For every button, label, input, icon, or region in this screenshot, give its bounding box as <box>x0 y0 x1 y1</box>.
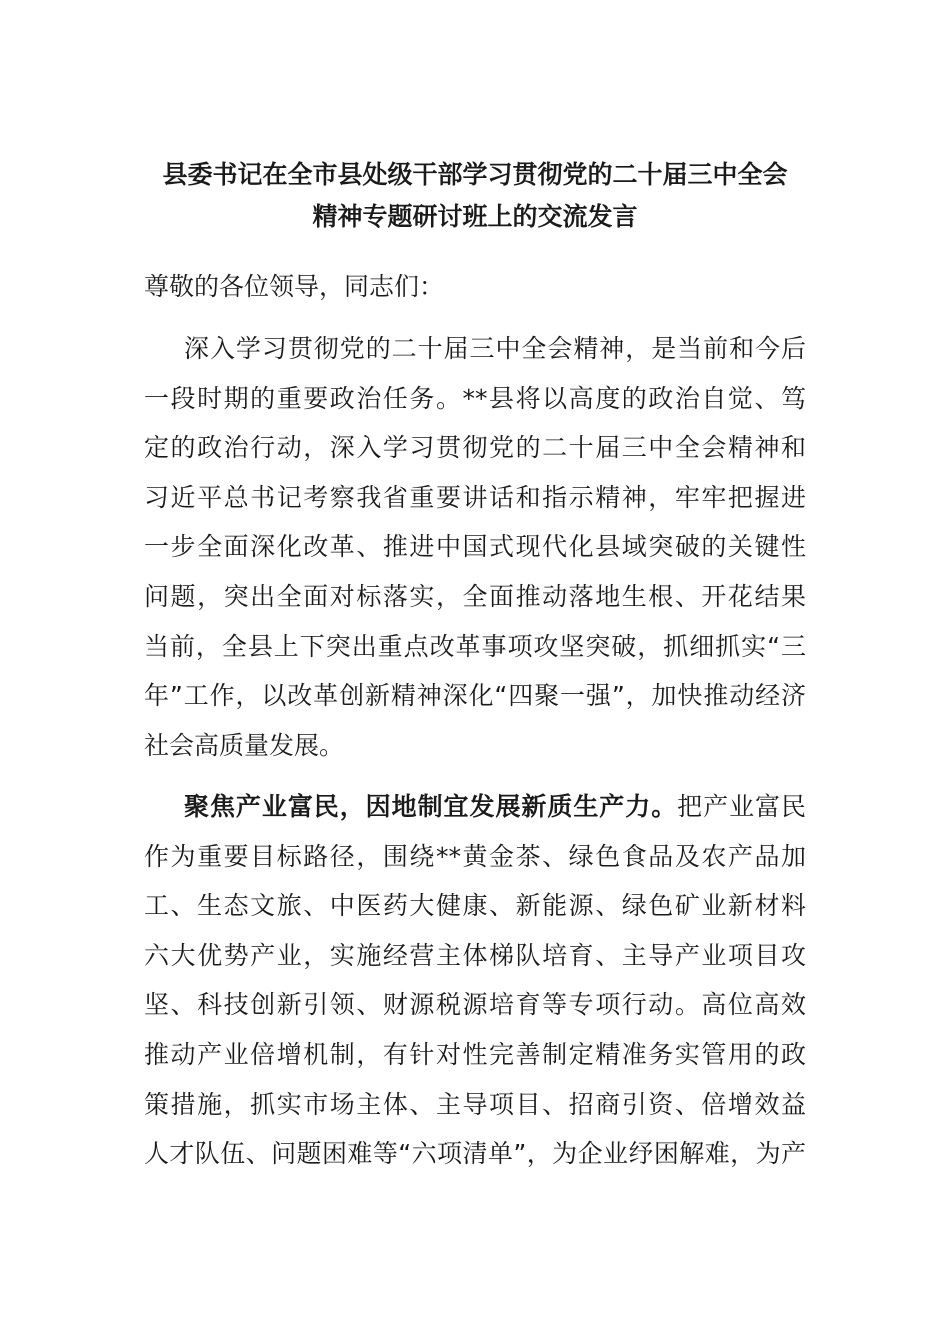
paragraph-1-line-1: 深入学习贯彻党的二十届三中全会精神，是当前和今后 <box>184 334 806 363</box>
paragraph-2-line-6: 推动产业倍增机制，有针对性完善制定精准务实管用的政 <box>144 1039 806 1069</box>
paragraph-2-line-2: 作为重要目标路径，围绕**黄金茶、绿色食品及农产品加 <box>144 841 806 871</box>
document-title <box>144 154 806 238</box>
title-line-1: 县委书记在全市县处级干部学习贯彻党的二十届三中全会 <box>162 160 788 189</box>
paragraph-1-line-2: 一段时期的重要政治任务。**县将以高度的政治自觉、笃 <box>144 383 806 413</box>
paragraph-1-line-6: 问题，突出全面对标落实，全面推动落地生根、开花结果 <box>144 581 806 611</box>
paragraph-2-line-3: 工、生态文旅、中医药大健康、新能源、绿色矿业新材料 <box>144 891 806 921</box>
paragraph-1-line-4: 习近平总书记考察我省重要讲话和指示精神，牢牢把握进 <box>144 482 806 512</box>
paragraph-1 <box>144 324 806 770</box>
paragraph-2-line-8: 人才队伍、问题困难等“六项清单”，为企业纾困解难，为产 <box>144 1139 806 1169</box>
paragraph-2 <box>144 782 806 1179</box>
paragraph-2-line-1-rest: 把产业富民 <box>677 792 806 821</box>
paragraph-1-line-9: 社会高质量发展。 <box>144 730 345 760</box>
salutation <box>144 262 806 312</box>
paragraph-2-line-7: 策措施，抓实市场主体、主导项目、招商引资、倍增效益 <box>144 1089 806 1119</box>
paragraph-1-line-8: 年”工作，以改革创新精神深化“四聚一强”，加快推动经济 <box>144 681 806 711</box>
salutation-text: 尊敬的各位领导，同志们： <box>144 272 445 301</box>
paragraph-1-line-7: 当前，全县上下突出重点改革事项攻坚突破，抓细抓实“三 <box>144 631 806 661</box>
paragraph-2-line-4: 六大优势产业，实施经营主体梯队培育、主导产业项目攻 <box>144 940 806 970</box>
title-line-2: 精神专题研讨班上的交流发言 <box>312 202 638 231</box>
paragraph-2-line-1 <box>144 782 806 832</box>
paragraph-1-line-3: 定的政治行动，深入学习贯彻党的二十届三中全会精神和 <box>144 433 806 463</box>
paragraph-2-heading: 聚焦产业富民，因地制宜发展新质生产力。 <box>184 792 678 821</box>
paragraph-1-line-5: 一步全面深化改革、推进中国式现代化县域突破的关键性 <box>144 532 806 562</box>
paragraph-2-line-5: 坚、科技创新引领、财源税源培育等专项行动。高位高效 <box>144 990 806 1020</box>
